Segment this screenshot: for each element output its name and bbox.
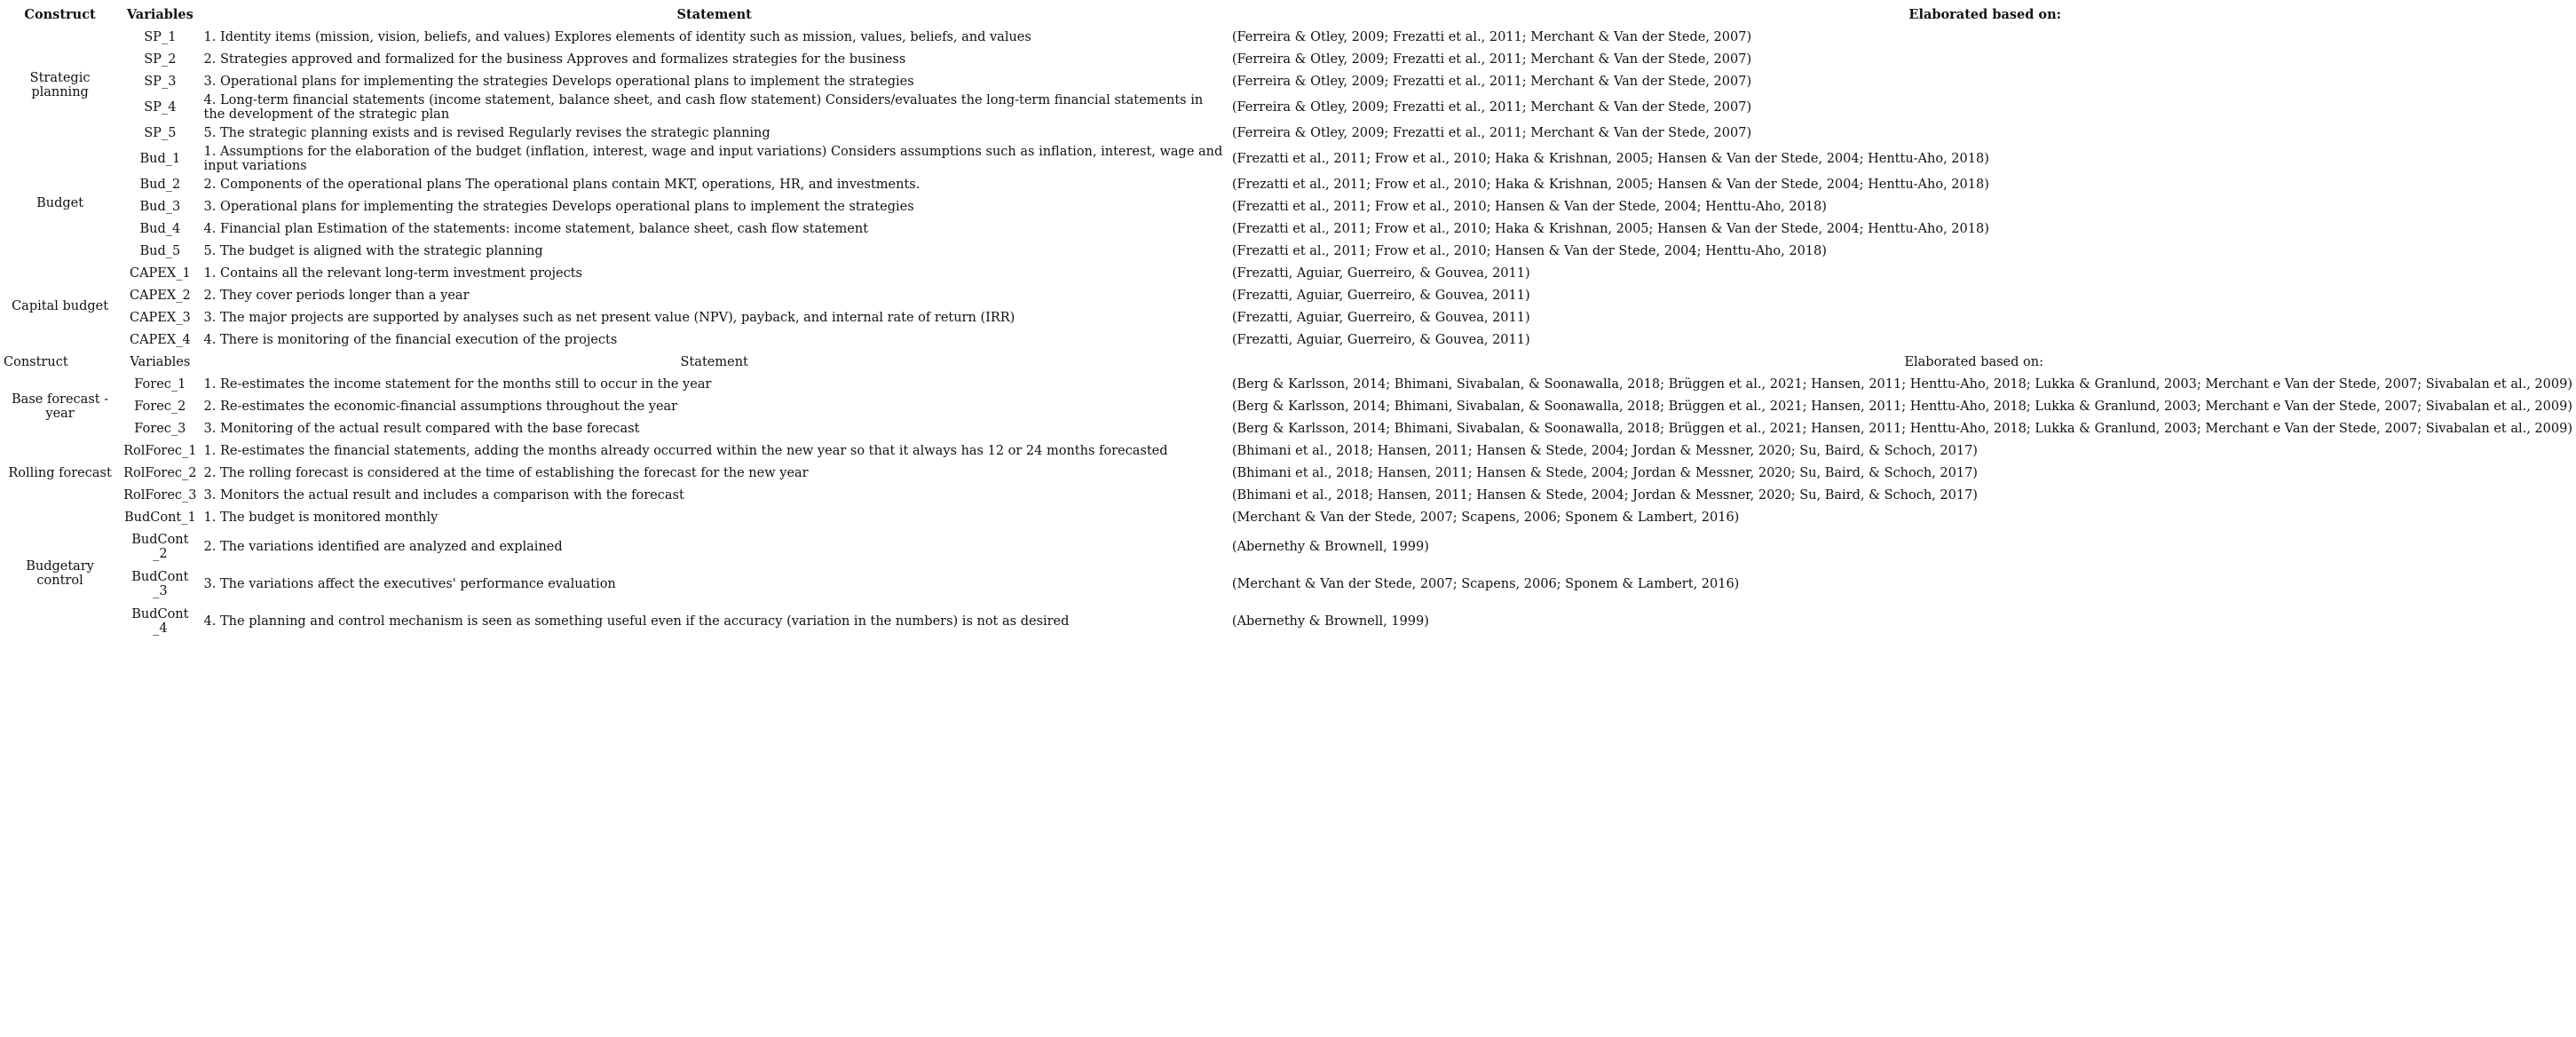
- reference-cell: (Berg & Karlsson, 2014; Bhimani, Sivabalan, & Soonawalla, 2018; Brüggen et al., 2021; Hansen, 2011; Henttu-Aho, 2018; Lukka & Granlund, 2003; Merchant e Van der Stede, 2007; Sivabalan et al., 2009): [1231, 399, 2572, 414]
- reference-cell: (Berg & Karlsson, 2014; Bhimani, Sivabalan, & Soonawalla, 2018; Brüggen et al., 2021; Hansen, 2011; Henttu-Aho, 2018; Lukka & Granlund, 2003; Merchant e Van der Stede, 2007; Sivabalan et al., 2009): [1231, 376, 2572, 392]
- reference-cell: (Merchant & Van der Stede, 2007; Scapens, 2006; Sponem & Lambert, 2016): [1231, 510, 1740, 525]
- statement-cell: 1. Re-estimates the financial statements, adding the months already occurred within the new year so that it always has 12 or 24 months forecasted: [203, 443, 1168, 458]
- variable-cell: SP_3: [144, 74, 177, 89]
- table-row: [0, 528, 2576, 566]
- subheader-statement: Statement: [680, 354, 748, 369]
- statement-cell: 3. Operational plans for implementing the strategies Develops operational plans to implement the strategies: [203, 74, 914, 89]
- statement-cell: 3. The major projects are supported by analyses such as net present value (NPV), payback, and internal rate of return (IRR): [203, 310, 1015, 325]
- variable-cell: RolForec_3: [123, 487, 197, 503]
- table-row: [0, 306, 2576, 329]
- statement-cell: 4. Long-term financial statements (income statement, balance sheet, and cash flow statement) Considers/evaluates the long-term financial statements in the development of the strategic plan: [203, 92, 1204, 122]
- construct-cell: Budgetary control: [26, 558, 94, 588]
- table-row: [0, 92, 2576, 122]
- table-row: [0, 262, 2576, 284]
- subheader-construct: Construct: [4, 354, 68, 369]
- construct-cell: Rolling forecast: [8, 465, 112, 480]
- variable-cell: CAPEX_3: [129, 310, 191, 325]
- construct-cell: Budget: [36, 195, 84, 210]
- reference-cell: (Ferreira & Otley, 2009; Frezatti et al., 2011; Merchant & Van der Stede, 2007): [1231, 99, 1752, 115]
- table-row: [0, 484, 2576, 506]
- variable-cell: CAPEX_2: [129, 288, 191, 303]
- statement-cell: 1. Identity items (mission, vision, beliefs, and values) Explores elements of identity such as mission, values, beliefs, and values: [203, 29, 1031, 44]
- header-construct: Construct: [24, 6, 96, 22]
- reference-cell: (Berg & Karlsson, 2014; Bhimani, Sivabalan, & Soonawalla, 2018; Brüggen et al., 2021; Hansen, 2011; Henttu-Aho, 2018; Lukka & Granlund, 2003; Merchant e Van der Stede, 2007; Sivabalan et al., 2009): [1231, 421, 2572, 436]
- statement-cell: 2. The variations identified are analyzed and explained: [203, 540, 563, 554]
- variable-cell: CAPEX_1: [129, 265, 191, 281]
- statement-cell: 4. There is monitoring of the financial execution of the projects: [203, 332, 618, 347]
- reference-cell: (Abernethy & Brownell, 1999): [1231, 614, 1429, 629]
- variable-cell: Forec_2: [134, 399, 186, 414]
- variable-cell: Bud_4: [139, 221, 181, 236]
- construct-cell: Strategic planning: [29, 70, 91, 99]
- statement-cell: 2. The rolling forecast is considered at the time of establishing the forecast for the new year: [203, 465, 809, 480]
- table-row: [0, 439, 2576, 462]
- reference-cell: (Frezatti et al., 2011; Frow et al., 2010; Haka & Krishnan, 2005; Hansen & Van der Stede, 2004; Henttu-Aho, 2018): [1231, 221, 1989, 236]
- reference-cell: (Bhimani et al., 2018; Hansen, 2011; Hansen & Stede, 2004; Jordan & Messner, 2020; Su, Baird, & Schoch, 2017): [1231, 465, 1978, 480]
- statement-cell: 3. Monitors the actual result and includes a comparison with the forecast: [203, 487, 684, 503]
- statement-cell: 3. Operational plans for implementing the strategies Develops operational plans to implement the strategies: [203, 199, 914, 214]
- variable-cell: Bud_3: [139, 199, 181, 214]
- construct-cell: Capital budget: [12, 299, 109, 313]
- variable-cell: BudCont_1: [123, 510, 196, 525]
- statement-cell: 1. Re-estimates the income statement for the months still to occur in the year: [203, 376, 712, 392]
- reference-cell: (Frezatti et al., 2011; Frow et al., 2010; Hansen & Van der Stede, 2004; Henttu-Aho, 2018): [1231, 243, 1827, 258]
- reference-cell: (Frezatti et al., 2011; Frow et al., 2010; Haka & Krishnan, 2005; Hansen & Van der Stede, 2004; Henttu-Aho, 2018): [1231, 177, 1989, 192]
- variable-cell: BudCont _3: [131, 570, 189, 598]
- header-elaborated: Elaborated based on:: [1908, 6, 2061, 22]
- reference-cell: (Ferreira & Otley, 2009; Frezatti et al., 2011; Merchant & Van der Stede, 2007): [1231, 51, 1752, 67]
- constructs-table: [0, 4, 2576, 640]
- header-variables: Variables: [126, 6, 194, 22]
- statement-cell: 2. Components of the operational plans The operational plans contain MKT, operations, HR, and investments.: [203, 177, 921, 192]
- variable-cell: BudCont _4: [131, 607, 189, 636]
- variable-cell: Bud_5: [139, 243, 181, 258]
- reference-cell: (Abernethy & Brownell, 1999): [1231, 540, 1429, 554]
- variable-cell: RolForec_2: [123, 465, 197, 480]
- reference-cell: (Frezatti, Aguiar, Guerreiro, & Gouvea, 2011): [1231, 332, 1530, 347]
- table-row: [0, 195, 2576, 218]
- statement-cell: 3. Monitoring of the actual result compared with the base forecast: [203, 421, 640, 436]
- table-header-row: [0, 4, 2576, 26]
- reference-cell: (Ferreira & Otley, 2009; Frezatti et al., 2011; Merchant & Van der Stede, 2007): [1231, 125, 1752, 140]
- reference-cell: (Bhimani et al., 2018; Hansen, 2011; Hansen & Stede, 2004; Jordan & Messner, 2020; Su, Baird, & Schoch, 2017): [1231, 487, 1978, 503]
- table-row: [0, 240, 2576, 262]
- statement-cell: 1. The budget is monitored monthly: [203, 510, 439, 525]
- reference-cell: (Ferreira & Otley, 2009; Frezatti et al., 2011; Merchant & Van der Stede, 2007): [1231, 29, 1752, 44]
- statement-cell: 1. Assumptions for the elaboration of the budget (inflation, interest, wage and input variations) Considers assumptions such as inflation, interest, wage and input variations: [203, 144, 1223, 173]
- statement-cell: 2. Strategies approved and formalized for the business Approves and formalizes strategies for the business: [203, 51, 906, 67]
- variable-cell: SP_1: [144, 29, 177, 44]
- reference-cell: (Bhimani et al., 2018; Hansen, 2011; Hansen & Stede, 2004; Jordan & Messner, 2020; Su, Baird, & Schoch, 2017): [1231, 443, 1978, 458]
- header-statement: Statement: [676, 6, 752, 22]
- reference-cell: (Ferreira & Otley, 2009; Frezatti et al., 2011; Merchant & Van der Stede, 2007): [1231, 74, 1752, 89]
- statement-cell: 5. The strategic planning exists and is revised Regularly revises the strategic planning: [203, 125, 770, 140]
- table-row: [0, 26, 2576, 48]
- variable-cell: RolForec_1: [123, 443, 197, 458]
- table-row: [0, 566, 2576, 603]
- reference-cell: (Frezatti, Aguiar, Guerreiro, & Gouvea, 2011): [1231, 310, 1530, 325]
- variable-cell: Forec_3: [134, 421, 186, 436]
- table-subheader-row: [0, 351, 2576, 373]
- construct-cell: Base forecast - year: [12, 392, 109, 421]
- variable-cell: Bud_1: [139, 151, 181, 166]
- variable-cell: BudCont _2: [131, 533, 189, 561]
- reference-cell: (Frezatti et al., 2011; Frow et al., 2010; Haka & Krishnan, 2005; Hansen & Van der Stede, 2004; Henttu-Aho, 2018): [1231, 151, 1989, 166]
- statement-cell: 2. Re-estimates the economic-financial assumptions throughout the year: [203, 399, 678, 414]
- table-row: [0, 70, 2576, 92]
- table-row: [0, 218, 2576, 240]
- table-row: [0, 506, 2576, 528]
- table-row: [0, 603, 2576, 640]
- variable-cell: SP_2: [144, 51, 177, 67]
- reference-cell: (Frezatti, Aguiar, Guerreiro, & Gouvea, 2011): [1231, 288, 1530, 303]
- table-row: [0, 395, 2576, 417]
- table-row: [0, 329, 2576, 351]
- table-row: [0, 373, 2576, 395]
- reference-cell: (Frezatti et al., 2011; Frow et al., 2010; Hansen & Van der Stede, 2004; Henttu-Aho, 2018): [1231, 199, 1827, 214]
- variable-cell: CAPEX_4: [129, 332, 191, 347]
- variable-cell: Bud_2: [139, 177, 181, 192]
- table-row: [0, 48, 2576, 70]
- reference-cell: (Frezatti, Aguiar, Guerreiro, & Gouvea, 2011): [1231, 265, 1530, 281]
- table-row: [0, 462, 2576, 484]
- statement-cell: 5. The budget is aligned with the strategic planning: [203, 243, 543, 258]
- statement-cell: 2. They cover periods longer than a year: [203, 288, 470, 303]
- reference-cell: (Merchant & Van der Stede, 2007; Scapens, 2006; Sponem & Lambert, 2016): [1231, 577, 1740, 591]
- variable-cell: SP_4: [144, 99, 177, 115]
- table-row: [0, 122, 2576, 144]
- subheader-elaborated: Elaborated based on:: [1904, 354, 2043, 369]
- table-row: [0, 144, 2576, 173]
- table-row: [0, 173, 2576, 195]
- statement-cell: 4. Financial plan Estimation of the statements: income statement, balance sheet, cash flow statement: [203, 221, 869, 236]
- variable-cell: SP_5: [144, 125, 177, 140]
- subheader-variables: Variables: [130, 354, 191, 369]
- table-row: [0, 284, 2576, 306]
- statement-cell: 1. Contains all the relevant long-term investment projects: [203, 265, 582, 281]
- statement-cell: 3. The variations affect the executives' performance evaluation: [203, 577, 616, 591]
- statement-cell: 4. The planning and control mechanism is seen as something useful even if the accuracy (variation in the numbers) is not as desired: [203, 614, 1070, 629]
- table-row: [0, 417, 2576, 439]
- variable-cell: Forec_1: [134, 376, 186, 392]
